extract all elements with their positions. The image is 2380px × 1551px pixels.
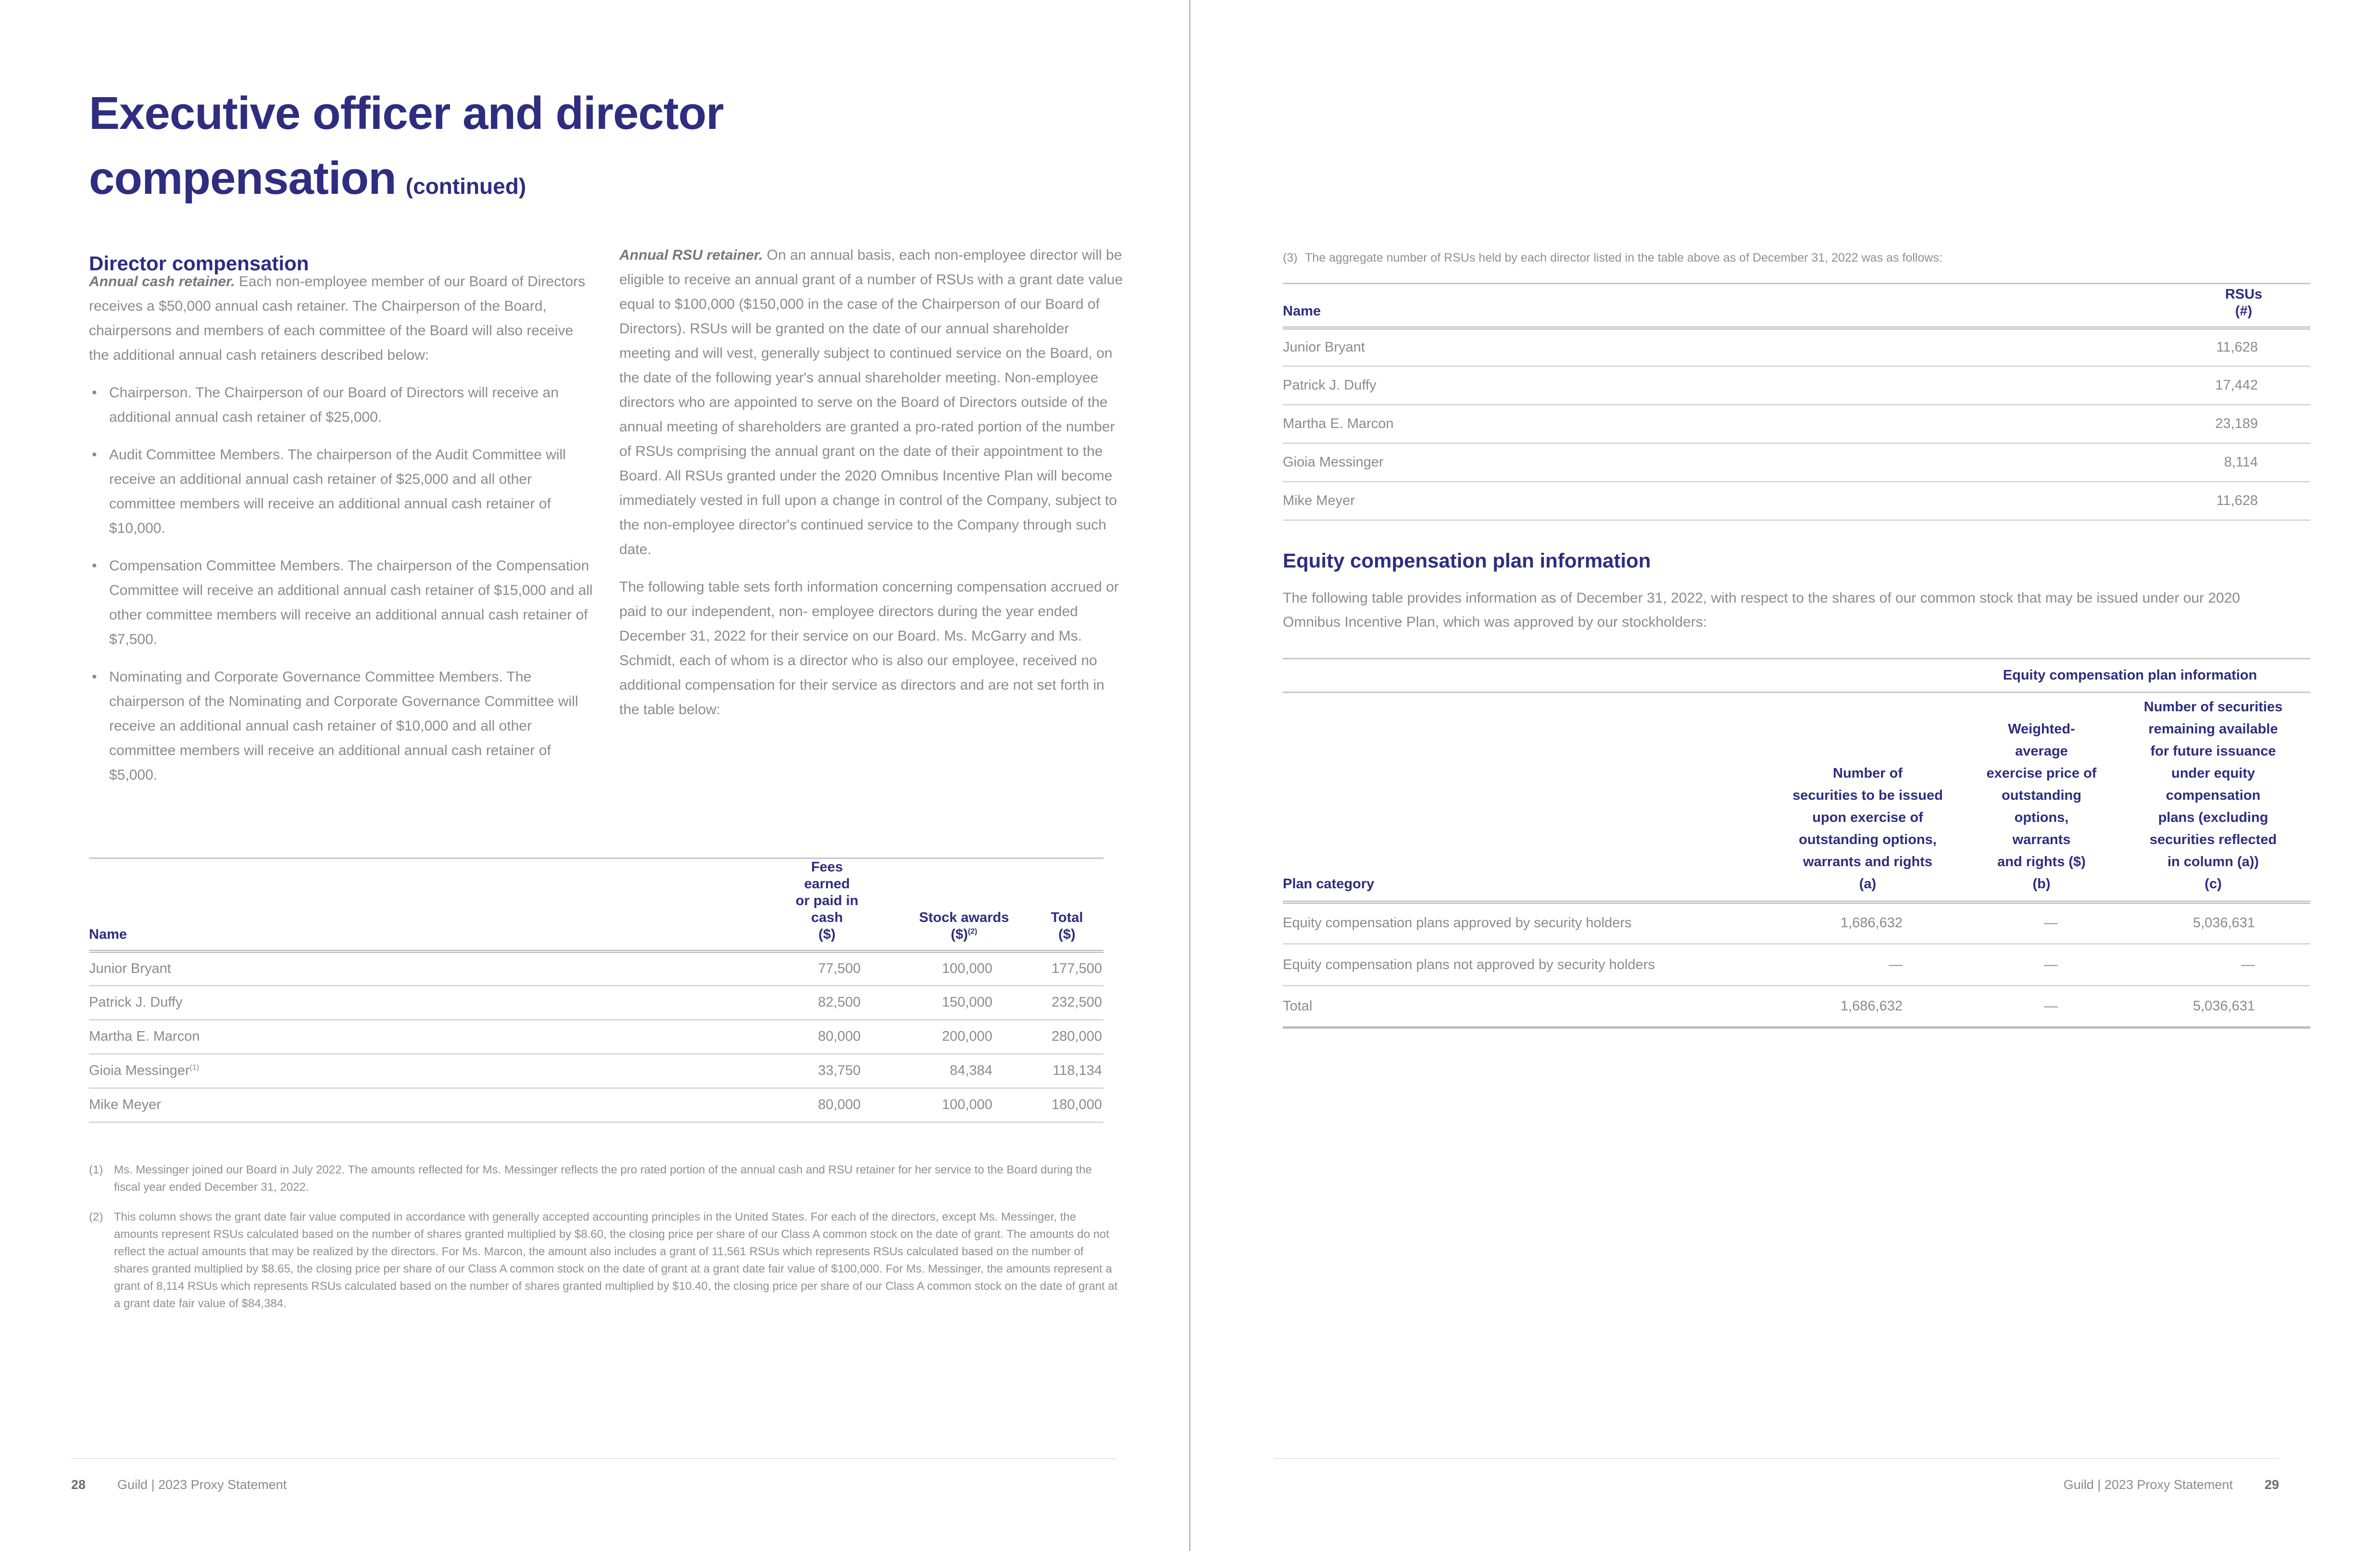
total-value: 118,134 — [1052, 1063, 1102, 1078]
plan-category: Equity compensation plans not approved by security holders — [1283, 957, 1655, 972]
col-header-name: Name — [1283, 303, 1321, 319]
table-row — [1283, 902, 2310, 944]
page-divider — [1189, 0, 1190, 1551]
footnote-3: (3) The aggregate number of RSUs held by each director listed in the table above as of December 31, 2022 was as follows: — [1283, 249, 2334, 266]
rsus-value: 17,442 — [2215, 378, 2258, 393]
equity-plan-intro-paragraph: The following table provides information as of December 31, 2022, with respect to the shares of our common stock that may be issued under our 2020 Omnibus Incentive Plan, which was approved by our stockholders: — [1283, 590, 2241, 630]
annual-rsu-retainer-lead: Annual RSU retainer. — [619, 247, 763, 263]
director-name: Mike Meyer — [1283, 493, 1355, 508]
col-header-securities-remaining: Number of securities remaining available for future issuance under equity compensation plans (excluding securities reflected in column (a)) (c) — [2143, 699, 2283, 892]
director-table-intro-paragraph: The following table sets forth information concerning compensation accrued or paid to our independent, non- employee directors during the year ended December 31, 2022 for their service on our Board. Ms. McGarry and Ms. Schmidt, each of whom is a director who is also our employee, received no additional compensation for their service as directors and are not set forth in the table below: — [619, 579, 1119, 718]
bullet-nominating-committee: • Nominating and Corporate Governance Committee Members. The chairperson of the Nominating and Corporate Governance Committee will receive an additional annual cash retainer of $10,000 and all other committee members will receive an additional annual cash retainer of $5,000. — [89, 665, 593, 787]
band-spacer — [1283, 659, 1749, 693]
director-compensation-heading: Director compensation — [89, 252, 309, 275]
table-row — [1283, 443, 2310, 482]
director-name: Martha E. Marcon — [89, 1029, 200, 1044]
page-title-line2: compensation (continued) — [89, 152, 526, 204]
table-row — [1283, 482, 2310, 520]
footnote-ref-2: (2) — [967, 927, 977, 936]
fees-value: 33,750 — [818, 1063, 861, 1078]
col-c-value: 5,036,631 — [2193, 998, 2255, 1014]
stock-awards-value: 84,384 — [950, 1063, 992, 1078]
stock-awards-value: 100,000 — [942, 1097, 992, 1112]
equity-plan-heading: Equity compensation plan information — [1283, 549, 1651, 572]
annual-cash-retainer-paragraph: Annual cash retainer. Each non-employee member of our Board of Directors receives a $50,000 annual cash retainer. The Chairperson of the Board, chairpersons and members of each committee of the Board will also receive the additional annual cash retainers described below: — [89, 274, 586, 363]
table-row — [89, 1054, 1103, 1088]
footnote-marker: (1) — [89, 1163, 103, 1176]
fees-value: 77,500 — [818, 960, 861, 976]
left-column-2 — [619, 243, 1123, 722]
total-value: 232,500 — [1052, 995, 1102, 1010]
col-header-plan-category: Plan category — [1283, 876, 1375, 892]
col-b-value: — — [2044, 915, 2058, 931]
col-a-value: 1,686,632 — [1840, 998, 1903, 1014]
footer-right — [1274, 1458, 2279, 1492]
footnote-ref-1: (1) — [189, 1063, 200, 1072]
bullet-dot: • — [92, 447, 97, 463]
total-value: 180,000 — [1052, 1097, 1102, 1112]
rsu-table-header-row — [1283, 284, 2310, 328]
bullet-dot: • — [92, 385, 97, 401]
footer-text: Guild | 2023 Proxy Statement — [117, 1477, 287, 1492]
bullet-dot: • — [92, 558, 97, 574]
col-header-weighted-average-price: Weighted-average exercise price of outstanding options, warrants and rights ($) (b) — [1986, 721, 2097, 892]
bullet-chairperson: • Chairperson. The Chairperson of our Board of Directors will receive an additional annual cash retainer of $25,000. — [89, 380, 593, 429]
director-table-header-row — [89, 858, 1103, 952]
footnotes — [89, 1161, 1118, 1312]
equity-compensation-plan-table — [1283, 658, 2310, 1029]
col-a-value: — — [1889, 957, 1903, 972]
stock-awards-value: 150,000 — [942, 995, 992, 1010]
table-row — [1283, 944, 2310, 986]
director-name: Mike Meyer — [89, 1097, 161, 1112]
bullet-audit-committee: • Audit Committee Members. The chairperson of the Audit Committee will receive an additional annual cash retainer of $25,000 and all other committee members will receive an additional annual cash retainer of $10,000. — [89, 442, 593, 541]
rsus-value: 23,189 — [2215, 416, 2258, 431]
total-value: 177,500 — [1052, 960, 1102, 976]
annual-cash-retainer-lead: Annual cash retainer. — [89, 274, 235, 290]
page-title — [89, 81, 1166, 219]
director-name: Gioia Messinger$^{(1)}$ — [89, 1063, 200, 1078]
fees-value: 80,000 — [818, 1029, 861, 1044]
col-header-securities-to-be-issued: Number of securities to be issued upon exercise of outstanding options, warrants and rights (a) — [1792, 765, 1943, 892]
stock-awards-value: 200,000 — [942, 1029, 992, 1044]
rsus-value: 11,628 — [2216, 493, 2258, 508]
page-number: 29 — [2264, 1477, 2279, 1492]
table-row — [89, 951, 1103, 985]
footer-text: Guild | 2023 Proxy Statement — [2063, 1477, 2233, 1492]
rsu-holdings-table — [1283, 283, 2310, 521]
table-row — [1283, 328, 2310, 366]
fees-value: 82,500 — [818, 995, 861, 1010]
col-b-value: — — [2044, 957, 2058, 972]
table-row — [1283, 986, 2310, 1028]
footnote-2: (2) This column shows the grant date fair value computed in accordance with generally accepted accounting principles in the United States. For each of the directors, except Ms. Messinger, the amounts represent RSUs calculated based on the number of shares granted multiplied by $8.60, the closing price per share of our Class A common stock on the date of grant. The amounts do not reflect the actual amounts that may be realized by the directors. For Ms. Marcon, the amount also includes a grant of 11,561 RSUs which represents RSUs calculated based on the number of shares granted multiplied by $8.65, the closing price per share of our Class A common stock on the date of grant at a grant date fair value of $100,000. For Ms. Messinger, the amounts represent a grant of 8,114 RSUs which represents RSUs calculated based on the number of shares granted multiplied by $10.40, the closing price per share of our Class A common stock on the date of grant at a grant date fair value of $84,384. — [89, 1209, 1118, 1312]
footer-left — [71, 1458, 1115, 1492]
director-compensation-table — [89, 857, 1103, 1123]
col-c-value: — — [2241, 957, 2255, 972]
table-row — [1283, 405, 2310, 443]
col-header-name: Name — [89, 927, 127, 942]
director-name: Gioia Messinger — [1283, 454, 1384, 470]
col-b-value: — — [2044, 998, 2058, 1014]
table-row — [89, 1020, 1103, 1054]
plan-category: Equity compensation plans approved by security holders — [1283, 915, 1632, 931]
equity-table-band-row — [1283, 659, 2310, 693]
director-name: Patrick J. Duffy — [1283, 378, 1377, 393]
table-row — [1283, 366, 2310, 405]
title-continued: (continued) — [405, 174, 526, 199]
director-name: Martha E. Marcon — [1283, 416, 1394, 431]
equity-table-header-row — [1283, 693, 2310, 902]
footnote-marker: (2) — [89, 1211, 103, 1223]
table-row — [89, 985, 1103, 1020]
page-title-line1: Executive officer and director — [89, 88, 724, 139]
col-header-total: Total ($) — [1051, 910, 1083, 942]
director-name: Patrick J. Duffy — [89, 995, 183, 1010]
stock-awards-value: 100,000 — [942, 960, 992, 976]
col-a-value: 1,686,632 — [1840, 915, 1903, 931]
table-row — [89, 1088, 1103, 1122]
bullet-compensation-committee: • Compensation Committee Members. The chairperson of the Compensation Committee will receive an additional annual cash retainer of $15,000 and all other committee members will receive an additional annual cash retainer of $7,500. — [89, 554, 593, 652]
annual-rsu-retainer-paragraph: Annual RSU retainer. On an annual basis, each non-employee director will be eligible to receive an annual grant of a number of RSUs with a grant date value equal to $100,000 ($150,000 in the case of the Chairperson of our Board of Directors). RSUs will be granted on the date of our annual shareholder meeting and will vest, generally subject to continued service on the Board, on the date of the following year's annual shareholder meeting. Non-employee directors who are appointed to serve on the Board of Directors outside of the annual meeting of shareholders are granted a pro-rated portion of the number of RSUs comprising the annual grant on the date of their appointment to the Board. All RSUs granted under the 2020 Omnibus Incentive Plan will become immediately vested in full upon a change in control of the Company, subject to the non-employee director's continued service to the Company through such date. — [619, 247, 1123, 557]
rsus-value: 11,628 — [2216, 339, 2258, 355]
footnote-1: (1) Ms. Messinger joined our Board in July 2022. The amounts reflected for Ms. Messinger reflects the pro rated portion of the annual cash and RSU retainer for her service to the Board during the fiscal year ended December 31, 2022. — [89, 1161, 1118, 1196]
bullet-dot: • — [92, 669, 97, 685]
total-value: 280,000 — [1052, 1029, 1102, 1044]
plan-category: Total — [1283, 998, 1313, 1014]
footnote-marker: (3) — [1283, 251, 1298, 265]
col-header-fees: Fees earned or paid in cash ($) — [795, 859, 859, 942]
director-name: Junior Bryant — [1283, 339, 1365, 355]
col-header-stock-awards: Stock awards ($)$^{(2)}$ — [919, 910, 1009, 942]
left-column-1 — [89, 269, 593, 787]
col-c-value: 5,036,631 — [2193, 915, 2255, 931]
col-header-rsus: RSUs (#) — [2225, 286, 2263, 319]
rsus-value: 8,114 — [2224, 454, 2258, 470]
page-number: 28 — [71, 1477, 86, 1492]
director-name: Junior Bryant — [89, 960, 171, 976]
fees-value: 80,000 — [818, 1097, 861, 1112]
equity-table-band-title: Equity compensation plan information — [2003, 668, 2257, 683]
